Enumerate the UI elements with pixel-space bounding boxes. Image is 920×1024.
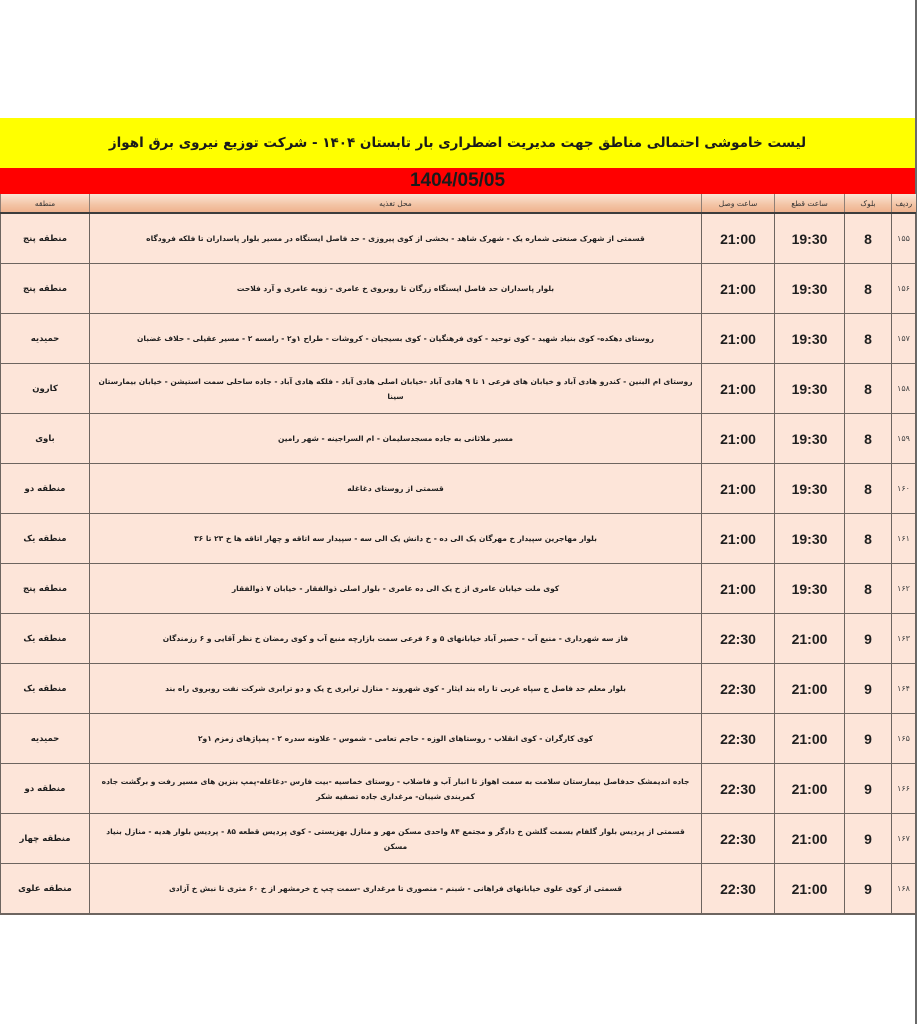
connect-time-cell: 22:30 (702, 664, 775, 714)
area-cell: منطقه چهار (1, 814, 90, 864)
outage-table (0, 194, 916, 915)
location-cell: مسیر ملاثانی به جاده مسجدسلیمان - ام السراجینه - شهر رامین (90, 414, 702, 464)
row-number: ۱۵۵ (892, 213, 916, 264)
block-cell: 8 (845, 314, 892, 364)
document-title-text: لیست خاموشی احتمالی مناطق جهت مدیریت اضطراری بار تابستان ۱۴۰۴ - شرکت توزیع نیروی برق اهواز (108, 135, 807, 151)
block-cell: 9 (845, 864, 892, 915)
block-cell: 9 (845, 664, 892, 714)
location-cell: کوی کارگران - کوی انقلاب - روستاهای الوزه - حاجم تعامی - شموس - علاونه سدره ۲ - پمپاژهای زمزم ۱و۲ (90, 714, 702, 764)
table-row (1, 464, 916, 514)
location-cell: قسمتی از کوی علوی خیابانهای فراهانی - شبنم - منصوری تا مرغداری -سمت چپ خ خرمشهر از خ ۶۰ متری تا نبش خ آزادی (90, 864, 702, 915)
cut-time-cell: 21:00 (775, 664, 845, 714)
location-cell: بلوار مهاجرین سپیدار خ مهرگان یک الی ده - خ دانش یک الی سه - سپیدار سه اتاقه و چهار اتاقه ها خ ۲۳ تا ۳۶ (90, 514, 702, 564)
connect-time-cell: 21:00 (702, 364, 775, 414)
area-cell: منطقه پنج (1, 213, 90, 264)
cut-time-cell: 21:00 (775, 814, 845, 864)
row-number: ۱۶۳ (892, 614, 916, 664)
table-row (1, 564, 916, 614)
location-cell: روستای ام البنین - کندرو هادی آباد و خیابان های فرعی ۱ تا ۹ هادی آباد -خیابان اصلی هادی آباد - فلکه هادی آباد - جاده ساحلی سمت استیشن - خیابان بیمارستان سینا (90, 364, 702, 414)
row-number: ۱۶۷ (892, 814, 916, 864)
table-row (1, 664, 916, 714)
area-cell: منطقه علوی (1, 864, 90, 915)
area-cell: منطقه پنج (1, 564, 90, 614)
cut-time-cell: 21:00 (775, 614, 845, 664)
date-text: 1404/05/05 (409, 170, 506, 191)
area-cell: منطقه یک (1, 664, 90, 714)
table-row (1, 514, 916, 564)
row-number: ۱۶۶ (892, 764, 916, 814)
row-number: ۱۵۸ (892, 364, 916, 414)
cut-time-cell: 19:30 (775, 464, 845, 514)
table-body (1, 213, 916, 914)
area-cell: باوی (1, 414, 90, 464)
table-row (1, 264, 916, 314)
cut-time-cell: 19:30 (775, 414, 845, 464)
table-header-row (1, 194, 916, 213)
connect-time-cell: 21:00 (702, 314, 775, 364)
table-row (1, 714, 916, 764)
row-number: ۱۵۶ (892, 264, 916, 314)
area-cell: منطقه یک (1, 614, 90, 664)
row-number: ۱۵۹ (892, 414, 916, 464)
location-cell: بلوار معلم حد فاصل خ سپاه غربی تا راه بند ایثار - کوی شهروند - منازل ترابری خ یک و دو ترابری شرکت نفت روبروی راه بند (90, 664, 702, 714)
connect-time-cell: 21:00 (702, 464, 775, 514)
row-number: ۱۵۷ (892, 314, 916, 364)
area-cell: منطقه یک (1, 514, 90, 564)
block-cell: 9 (845, 614, 892, 664)
block-cell: 8 (845, 414, 892, 464)
connect-time-cell: 21:00 (702, 564, 775, 614)
area-cell: منطقه پنج (1, 264, 90, 314)
connect-time-cell: 21:00 (702, 213, 775, 264)
connect-time-cell: 22:30 (702, 814, 775, 864)
cut-time-cell: 21:00 (775, 764, 845, 814)
date-banner (0, 168, 915, 194)
location-cell: قسمتی از روستای دغاغله (90, 464, 702, 514)
block-cell: 9 (845, 814, 892, 864)
header-connect-time: ساعت وصل (702, 194, 775, 213)
location-cell: روستای دهکده- کوی بنیاد شهید - کوی توحید - کوی فرهنگیان - کوی بسیجیان - کروشات - طراح ۱و۲ - رامسه ۲ - مسیر عقیلی - حلاف غضبان (90, 314, 702, 364)
row-number: ۱۶۱ (892, 514, 916, 564)
header-block: بلوک (845, 194, 892, 213)
block-cell: 8 (845, 264, 892, 314)
table-row (1, 814, 916, 864)
cut-time-cell: 19:30 (775, 264, 845, 314)
document-title (0, 118, 915, 168)
cut-time-cell: 19:30 (775, 514, 845, 564)
row-number: ۱۶۸ (892, 864, 916, 915)
table-row (1, 314, 916, 364)
location-cell: قسمتی از پردیس بلوار گلفام بسمت گلشن خ دادگر و مجتمع ۸۴ واحدی مسکن مهر و منازل بهزیستی - کوی پردیس قطعه ۸۵ - پردیس بلوار هدیه - منازل بنیاد مسکن (90, 814, 702, 864)
cut-time-cell: 19:30 (775, 314, 845, 364)
block-cell: 8 (845, 464, 892, 514)
row-number: ۱۶۵ (892, 714, 916, 764)
table-row (1, 864, 916, 915)
outage-schedule-sheet (0, 118, 915, 915)
row-number: ۱۶۰ (892, 464, 916, 514)
block-cell: 9 (845, 714, 892, 764)
location-cell: قسمتی از شهرک صنعتی شماره یک - شهرک شاهد - بخشی از کوی پیروزی - حد فاصل ایستگاه در مسیر بلوار پاسداران تا فلکه فرودگاه (90, 213, 702, 264)
block-cell: 9 (845, 764, 892, 814)
area-cell: حمیدیه (1, 314, 90, 364)
area-cell: منطقه دو (1, 764, 90, 814)
table-row (1, 764, 916, 814)
location-cell: بلوار پاسداران حد فاصل ایستگاه زرگان تا روبروی خ عامری - زویه عامری و آرد فلاحت (90, 264, 702, 314)
connect-time-cell: 22:30 (702, 714, 775, 764)
cut-time-cell: 21:00 (775, 864, 845, 915)
table-row (1, 364, 916, 414)
connect-time-cell: 22:30 (702, 614, 775, 664)
block-cell: 8 (845, 564, 892, 614)
table-row (1, 414, 916, 464)
cut-time-cell: 19:30 (775, 364, 845, 414)
location-cell: فاز سه شهرداری - منبع آب - حصیر آباد خیابانهای ۵ و ۶ فرعی سمت بازارچه منبع آب و کوی رمضان خ نظر آقایی و ۶ رزمندگان (90, 614, 702, 664)
connect-time-cell: 21:00 (702, 514, 775, 564)
area-cell: کارون (1, 364, 90, 414)
connect-time-cell: 21:00 (702, 264, 775, 314)
cut-time-cell: 21:00 (775, 714, 845, 764)
table-row (1, 614, 916, 664)
table-row (1, 213, 916, 264)
location-cell: کوی ملت خیابان عامری از خ یک الی ده عامری - بلوار اصلی ذوالفقار - خیابان ۷ ذوالفقار (90, 564, 702, 614)
header-row-number: ردیف (892, 194, 916, 213)
block-cell: 8 (845, 514, 892, 564)
cut-time-cell: 19:30 (775, 564, 845, 614)
header-location: محل تغذیه (90, 194, 702, 213)
header-area: منطقه (1, 194, 90, 213)
row-number: ۱۶۴ (892, 664, 916, 714)
area-cell: حمیدیه (1, 714, 90, 764)
header-cut-time: ساعت قطع (775, 194, 845, 213)
location-cell: جاده اندیمشک حدفاصل بیمارستان سلامت به سمت اهواز تا انبار آب و فاضلاب - روستای خماسیه -بیت فارس -دغاغله-پمپ بنزین های مسیر رفت و برگشت جاده کمربندی شیبان- مرغداری جاده تصفیه شکر (90, 764, 702, 814)
row-number: ۱۶۲ (892, 564, 916, 614)
block-cell: 8 (845, 364, 892, 414)
connect-time-cell: 21:00 (702, 414, 775, 464)
connect-time-cell: 22:30 (702, 864, 775, 915)
block-cell: 8 (845, 213, 892, 264)
area-cell: منطقه دو (1, 464, 90, 514)
connect-time-cell: 22:30 (702, 764, 775, 814)
cut-time-cell: 19:30 (775, 213, 845, 264)
